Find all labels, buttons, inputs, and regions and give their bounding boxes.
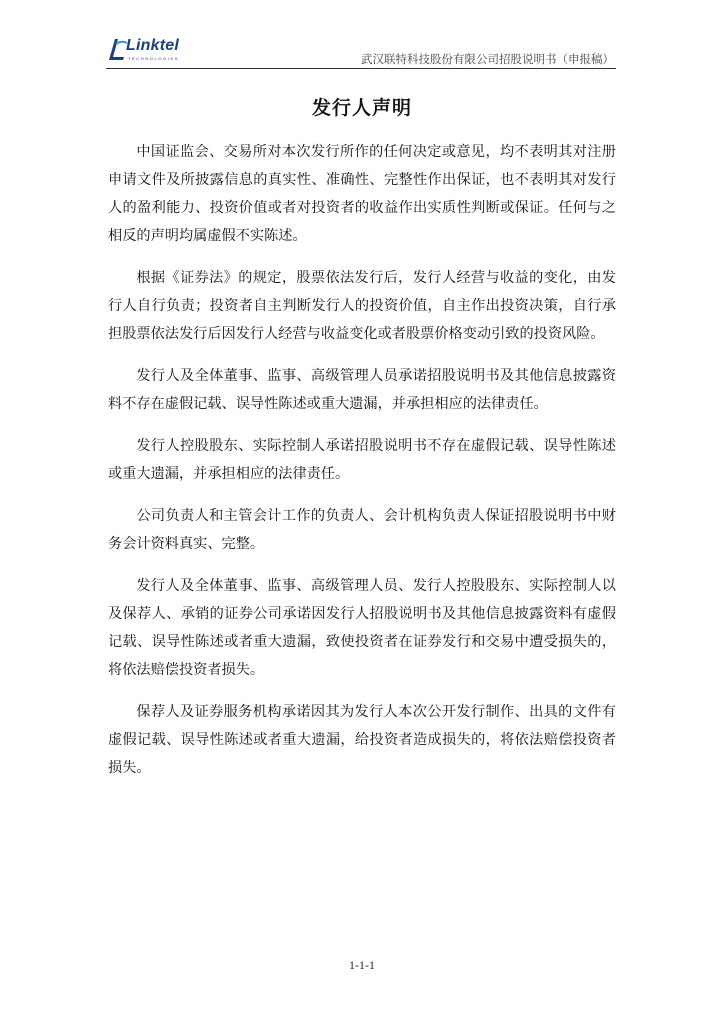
statement-paragraph: 保荐人及证券服务机构承诺因其为发行人本次公开发行制作、出具的文件有虚假记载、误导性陈述或者重大遗漏，给投资者造成损失的，将依法赔偿投资者损失。 [108, 704, 616, 776]
document-header-title: 武汉联特科技股份有限公司招股说明书（申报稿） [361, 52, 614, 66]
logo-subtext: TECHNOLOGIES [128, 56, 179, 61]
page-header [106, 34, 616, 69]
page-number: 1-1-1 [349, 958, 375, 972]
statement-paragraph: 发行人及全体董事、监事、高级管理人员承诺招股说明书及其他信息披露资料不存在虚假记载、误导性陈述或重大遗漏，并承担相应的法律责任。 [108, 368, 616, 412]
statement-body [108, 138, 616, 796]
statement-paragraph: 根据《证券法》的规定，股票依法发行后，发行人经营与收益的变化，由发行人自行负责；投资者自主判断发行人的投资价值，自主作出投资决策，自行承担股票依法发行后因发行人经营与收益变化或者股票价格变动引致的投资风险。 [108, 270, 616, 342]
logo-mark-icon [106, 36, 128, 62]
statement-paragraph: 公司负责人和主管会计工作的负责人、会计机构负责人保证招股说明书中财务会计资料真实、完整。 [108, 508, 616, 552]
statement-paragraph: 发行人及全体董事、监事、高级管理人员、发行人控股股东、实际控制人以及保荐人、承销的证券公司承诺因发行人招股说明书及其他信息披露资料有虚假记载、误导性陈述或者重大遗漏，致使投资者在证券发行和交易中遭受损失的，将依法赔偿投资者损失。 [108, 578, 616, 678]
company-logo [106, 36, 216, 66]
statement-paragraph: 中国证监会、交易所对本次发行所作的任何决定或意见，均不表明其对注册申请文件及所披露信息的真实性、准确性、完整性作出保证，也不表明其对发行人的盈利能力、投资价值或者对投资者的收益作出实质性判断或保证。任何与之相反的声明均属虚假不实陈述。 [108, 144, 616, 244]
page-title: 发行人声明 [311, 97, 412, 119]
logo-text: Linktel [126, 37, 179, 54]
statement-paragraph: 发行人控股股东、实际控制人承诺招股说明书不存在虚假记载、误导性陈述或重大遗漏，并承担相应的法律责任。 [108, 438, 616, 482]
